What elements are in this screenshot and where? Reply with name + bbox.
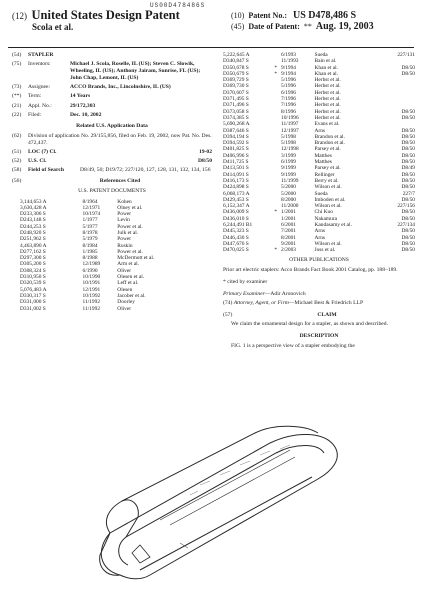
ref-row: D331,000 S 11/1992 Doorley <box>20 299 135 306</box>
attorney: (74) Attorney, Agent, or Firm—Michael Best & Friedrich LLP <box>223 299 364 306</box>
ref-row: 6,244,491 B1 6/2001 Kandasamy et al. 227/134 <box>223 222 415 229</box>
ref-row: D411,725 S 6/1999 Matthes D8/50 <box>223 159 415 166</box>
ref-row: D447,676 S 9/2001 Wilson et al. D8/50 <box>223 240 415 247</box>
ref-row: D406,996 S 3/1999 Matthes D8/50 <box>223 152 415 159</box>
claim-heading: CLAIM <box>317 311 337 318</box>
ref-row: D429,453 S 8/2000 Imboden et al. D8/50 <box>223 196 415 203</box>
field-term: (**) Term: 14 Years <box>12 93 91 100</box>
description-text: FIG. 1 is a perspective view of a stapler embodying the <box>231 343 355 350</box>
code-45: (45) <box>231 22 245 31</box>
ref-row: D436,010 S 1/2001 Nakamura D8/50 <box>223 215 415 222</box>
field-search: (58) Field of Search D8/49, 50; D19/72; 227/120, 127, 128, 131, 132, 134, 156 <box>12 167 211 174</box>
date-star: ** <box>303 22 312 31</box>
ref-row: D394,194 S 5/1998 Brandon et al. D8/50 <box>223 133 415 140</box>
field-filed: (22) Filed: Dec. 10, 2002 <box>12 111 102 118</box>
patent-no-label: Patent No.: <box>248 11 287 20</box>
patent-number: US D478,486 S <box>292 10 357 21</box>
code-12: (12) <box>12 11 27 21</box>
ref-row: D394,592 S 5/1998 Brandon et al. D8/50 <box>223 140 415 147</box>
other-pubs-heading: OTHER PUBLICATIONS <box>289 256 349 263</box>
header-divider <box>8 47 414 48</box>
ref-row: D401,825 S 12/1998 Parsey et al. D8/50 <box>223 146 415 153</box>
ref-row: D308,324 S 6/1990 Oliver <box>20 267 132 274</box>
ref-row: D340,847 S 11/1993 Bain et al. <box>223 58 337 65</box>
ref-row: D374,385 S 10/1996 Herbst et al. D8/50 <box>223 114 415 121</box>
ref-row: D248,920 S 8/1978 Julk et al. <box>20 229 139 236</box>
field-title: (54) STAPLER <box>12 52 54 58</box>
ref-row: D416,173 S 11/1999 Berry et al. D8/50 <box>223 177 415 184</box>
patent-date: Aug. 19, 2003 <box>315 21 374 32</box>
ref-row: D369,729 S 5/1996 Herbst et al. <box>223 77 341 84</box>
ref-row: D320,539 S 10/1991 Leff et al. <box>20 280 139 287</box>
ref-row: 3,144,653 A 8/1964 Kohen <box>20 198 132 205</box>
inventor-short: Scola et al. <box>32 22 74 32</box>
claim-heading-row: (57) CLAIM <box>223 312 415 319</box>
us-docs-heading: U.S. PATENT DOCUMENTS <box>78 188 146 195</box>
refs-heading: References Cited <box>99 178 141 185</box>
ref-row: D350,679 S * 9/1994 Khan et al. D8/50 <box>223 70 415 77</box>
right-column <box>223 52 415 352</box>
us-refs-left-table <box>20 199 210 312</box>
ref-row: D330,317 S 10/1992 Jacober et al. <box>20 292 146 299</box>
field-us-class: (52) U.S. Cl. D8/50 <box>12 158 212 165</box>
ref-row: D446,430 S 8/2001 Arns D8/50 <box>223 234 415 241</box>
ref-row: 4,463,890 A 8/1984 Ruskin <box>20 242 133 249</box>
ref-row: 5,690,268 A 11/1997 Evans et al. <box>223 121 340 128</box>
ref-row: D445,323 S 7/2001 Arns D8/50 <box>223 228 415 235</box>
ref-row: D371,496 S 7/1996 Herbst et al. <box>223 102 341 109</box>
ref-row: 3,630,428 A 12/1971 Olney et al. <box>20 204 143 211</box>
ref-row: D244,253 S 5/1977 Power et al. <box>20 223 143 230</box>
related-heading: Related U.S. Application Data <box>76 122 148 129</box>
ref-row: D305,200 S 12/1989 Arm et al. <box>20 261 140 268</box>
left-column <box>12 52 212 312</box>
us-refs-right-table <box>223 52 415 254</box>
field-appl-no: (21) Appl. No.: 29/172,303 <box>12 102 96 109</box>
field-inventors: (75) Inventors: Michael J. Scola, Roselle, IL (US); Steven C. Slowik, Wheeling, IL (US); Anthony Jairam, Sunrise, FL (US); John Chap, Lemont, IL (US) <box>12 61 201 82</box>
field-loc-class: (51) LOC (7) Cl. 19-02 <box>12 149 212 156</box>
ref-row: D331,002 S 11/1992 Oliver <box>20 305 132 312</box>
patent-header-right <box>231 10 416 32</box>
ref-row: 6,068,173 A 5/2000 Sueda 227/7 <box>223 190 415 197</box>
code-10: (10) <box>231 11 245 20</box>
ref-row: D413,501 S 9/1999 Parsey et al. D8/49 <box>223 165 415 172</box>
ref-row: D387,646 S 12/1997 Arns D8/50 <box>223 127 415 134</box>
ref-row: D297,300 S 8/1988 McDermott et al. <box>20 255 155 262</box>
ref-row: D370,607 S 6/1996 Herbst et al. <box>223 89 341 96</box>
ref-row: D243,148 S 1/1977 Levin <box>20 217 130 224</box>
patent-header-left <box>12 10 180 33</box>
ref-row: D373,058 S 8/1996 Herbst et al. D8/50 <box>223 108 415 115</box>
stapler-drawing <box>80 425 345 595</box>
patent-title: United States Design Patent <box>31 8 180 22</box>
ref-row: D310,950 S 10/1990 Olesen et al. <box>20 274 145 281</box>
ref-row: D436,009 S * 1/2001 Chi Kuo D8/50 <box>223 209 415 216</box>
cited-note: * cited by examiner <box>223 278 268 285</box>
field-assignee: (73) Assignee: ACCO Brands, Inc., Lincolnshire, IL (US) <box>12 84 171 91</box>
ref-row: 5,222,645 A 6/1993 Sueda 227/131 <box>223 52 415 58</box>
ref-row: D371,495 S 7/1996 Herbst et al. <box>223 96 341 103</box>
description-heading: DESCRIPTION <box>299 333 339 340</box>
ref-row: D277,162 S 1/1985 Power et al. <box>20 248 143 255</box>
barcode-number: US00D478486S <box>150 2 206 9</box>
ref-row: D251,962 S 5/1979 Power <box>20 236 132 243</box>
other-pubs-text: Prior art electric staplers: Acco Brands Fact Book 2001 Catalog, pp. 188–189. <box>223 266 398 273</box>
ref-row: 5,076,483 A 12/1991 Olesen <box>20 286 133 293</box>
claim-text: We claim the ornamental design for a stapler, as shown and described. <box>231 321 388 328</box>
ref-row: D470,025 S * 2/2003 Joss et al. D8/50 <box>223 247 415 254</box>
ref-row: 6,152,347 A 11/2000 Wilson et al. 227/156 <box>223 203 415 210</box>
ref-row: D350,678 S * 9/1994 Khan et al. D8/50 <box>223 64 415 71</box>
ref-row: D414,091 S 9/1999 Rellinger D8/50 <box>223 171 415 178</box>
field-division: (62) Division of application No. 29/155,856, filed on Feb. 19, 2002, now Pat. No. Des. 472,437. <box>12 132 212 146</box>
ref-row: D233,306 S 10/1974 Power <box>20 211 132 218</box>
refs-heading-row: (56) References Cited <box>12 178 212 185</box>
primary-examiner: Primary Examiner—Adir Aronovich <box>223 290 306 297</box>
date-label: Date of Patent: <box>248 22 300 31</box>
ref-row: D424,898 S 5/2000 Wilson et al. D8/50 <box>223 184 415 191</box>
ref-row: D369,730 S 5/1996 Herbst et al. <box>223 83 341 90</box>
